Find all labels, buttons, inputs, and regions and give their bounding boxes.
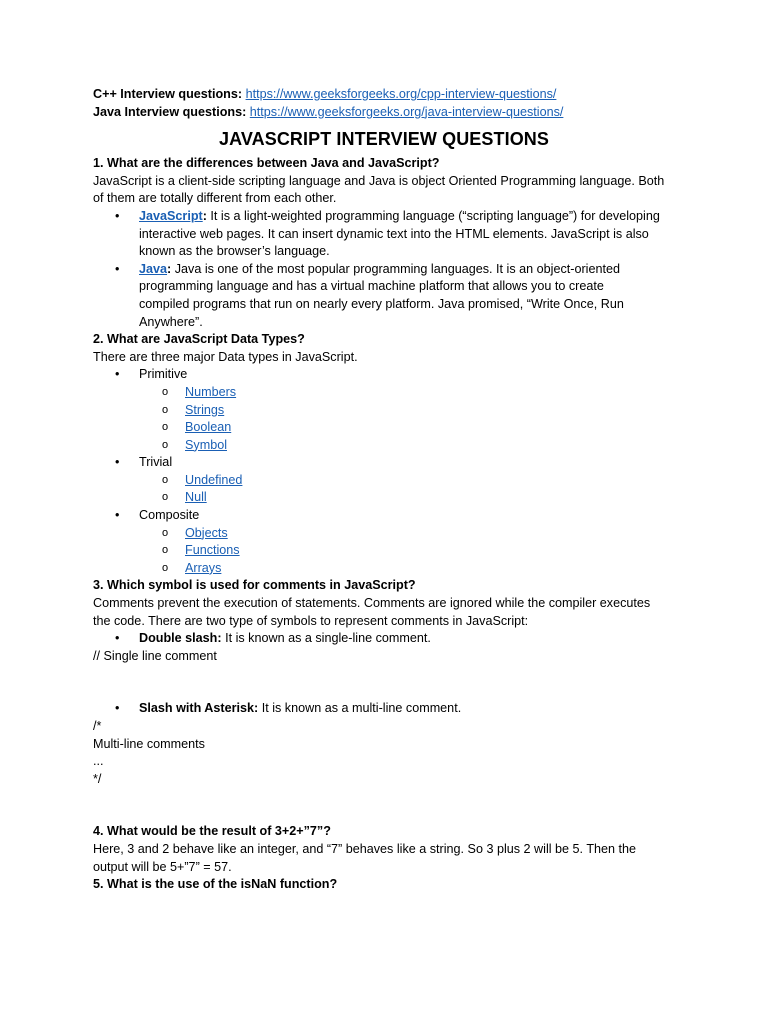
js-line-3: known as the browser’s language. <box>139 244 330 259</box>
q2-intro: There are three major Data types in JavaScript. <box>93 349 358 364</box>
sub-bullet-icon: o <box>162 438 169 451</box>
q1-intro-2: of them are totally different from each other. <box>93 191 337 206</box>
group-label-primitive: Primitive <box>139 367 188 382</box>
java-label: Java Interview questions: <box>93 104 247 119</box>
javascript-link[interactable]: JavaScript <box>139 208 203 223</box>
single-line-example: // Single line comment <box>93 648 217 663</box>
boolean-link[interactable]: Boolean <box>185 420 232 435</box>
q3-question: 3. Which symbol is used for comments in JavaScript? <box>93 578 416 593</box>
group-primitive <box>93 366 675 384</box>
objects-link[interactable]: Objects <box>185 525 228 540</box>
q4-answer-1: Here, 3 and 2 behave like an integer, and “7” behaves like a string. So 3 plus 2 will be 5. Then the <box>93 841 637 856</box>
multi-line-example-3: ... <box>93 754 104 769</box>
null-link[interactable]: Null <box>185 490 207 505</box>
q3-intro-1: Comments prevent the execution of statements. Comments are ignored while the compiler executes <box>93 596 651 611</box>
group-composite <box>93 507 675 525</box>
sub-bullet-icon: o <box>162 403 169 416</box>
java-interview-link[interactable]: https://www.geeksforgeeks.org/java-interview-questions/ <box>249 104 564 119</box>
js-colon: : <box>202 208 207 223</box>
java-line-1 <box>139 261 675 279</box>
q2-question: 2. What are JavaScript Data Types? <box>93 332 305 347</box>
js-line-1 <box>139 208 675 226</box>
bullet-dot-icon: • <box>115 701 120 716</box>
sub-bullet-icon: o <box>162 385 169 398</box>
java-line-2: programming language and has a virtual machine platform that allows you to create <box>139 279 604 294</box>
numbers-link[interactable]: Numbers <box>185 384 237 399</box>
spacer <box>93 665 675 700</box>
cpp-label: C++ Interview questions: <box>93 87 243 101</box>
list-item <box>93 384 675 402</box>
page-title: JAVASCRIPT INTERVIEW QUESTIONS <box>218 129 550 150</box>
q2-heading <box>93 331 675 349</box>
group-trivial <box>93 454 675 472</box>
bullet-dot-icon: • <box>115 631 120 646</box>
slash-asterisk-label: Slash with Asterisk: <box>139 701 259 716</box>
functions-link[interactable]: Functions <box>185 543 240 558</box>
q3-heading <box>93 577 675 595</box>
undefined-link[interactable]: Undefined <box>185 472 243 487</box>
bullet-java <box>93 261 675 331</box>
slash-asterisk-text: It is known as a multi-line comment. <box>258 701 462 716</box>
q5-question: 5. What is the use of the isNaN function? <box>93 877 338 892</box>
java-link[interactable]: Java <box>139 261 168 276</box>
java-link-line <box>93 104 675 122</box>
bullet-dot-icon: • <box>115 367 120 382</box>
list-item <box>93 542 675 560</box>
list-item <box>93 560 675 578</box>
group-label-trivial: Trivial <box>139 455 173 470</box>
list-item <box>93 489 675 507</box>
java-text-1: Java is one of the most popular programming languages. It is an object-oriented <box>171 261 620 276</box>
q1-intro-1: JavaScript is a client-side scripting language and Java is object Oriented Programming language. Both <box>93 173 665 188</box>
sub-bullet-icon: o <box>162 544 169 557</box>
slash-asterisk-line <box>139 700 675 718</box>
list-item <box>93 402 675 420</box>
cpp-link-line <box>93 86 675 104</box>
q4-heading <box>93 823 675 841</box>
q3-intro-2: the code. There are two type of symbols to represent comments in JavaScript: <box>93 613 529 628</box>
double-slash-text: It is known as a single-line comment. <box>221 631 431 646</box>
q1-question: 1. What are the differences between Java and JavaScript? <box>93 156 440 171</box>
list-item <box>93 525 675 543</box>
multi-line-example-2: Multi-line comments <box>93 736 205 751</box>
list-item <box>93 437 675 455</box>
sub-bullet-icon: o <box>162 491 169 504</box>
js-line-2: interactive web pages. It can insert dynamic text into the HTML elements. JavaScript is also <box>139 226 649 241</box>
java-colon: : <box>167 261 172 276</box>
java-line-4: Anywhere”. <box>139 314 203 329</box>
arrays-link[interactable]: Arrays <box>185 560 222 575</box>
symbol-link[interactable]: Symbol <box>185 437 227 452</box>
sub-bullet-icon: o <box>162 561 169 574</box>
group-label-composite: Composite <box>139 508 200 523</box>
double-slash-line <box>139 630 675 648</box>
bullet-dot-icon: • <box>115 455 120 470</box>
js-text-1: It is a light-weighted programming language (“scripting language”) for developing <box>206 208 660 223</box>
sub-bullet-icon: o <box>162 473 169 486</box>
bullet-dot-icon: • <box>115 508 120 523</box>
spacer <box>93 788 675 823</box>
bullet-double-slash <box>93 630 675 648</box>
bullet-javascript <box>93 208 675 261</box>
q1-heading <box>93 155 675 173</box>
q4-question: 4. What would be the result of 3+2+”7”? <box>93 824 331 839</box>
strings-link[interactable]: Strings <box>185 402 225 417</box>
double-slash-label: Double slash: <box>139 631 222 646</box>
multi-line-example-4: */ <box>93 771 102 786</box>
q5-heading <box>93 876 675 894</box>
q4-answer-2: output will be 5+”7” = 57. <box>93 859 232 874</box>
sub-bullet-icon: o <box>162 421 169 434</box>
list-item <box>93 419 675 437</box>
java-line-3: compiled programs that run on nearly every platform. Java promised, “Write Once, Run <box>139 296 624 311</box>
bullet-dot-icon: • <box>115 261 120 276</box>
sub-bullet-icon: o <box>162 526 169 539</box>
bullet-slash-asterisk <box>93 700 675 718</box>
cpp-interview-link[interactable]: https://www.geeksforgeeks.org/cpp-interview-questions/ <box>245 87 557 101</box>
multi-line-example-1: /* <box>93 719 102 733</box>
list-item <box>93 472 675 490</box>
bullet-dot-icon: • <box>115 208 120 223</box>
